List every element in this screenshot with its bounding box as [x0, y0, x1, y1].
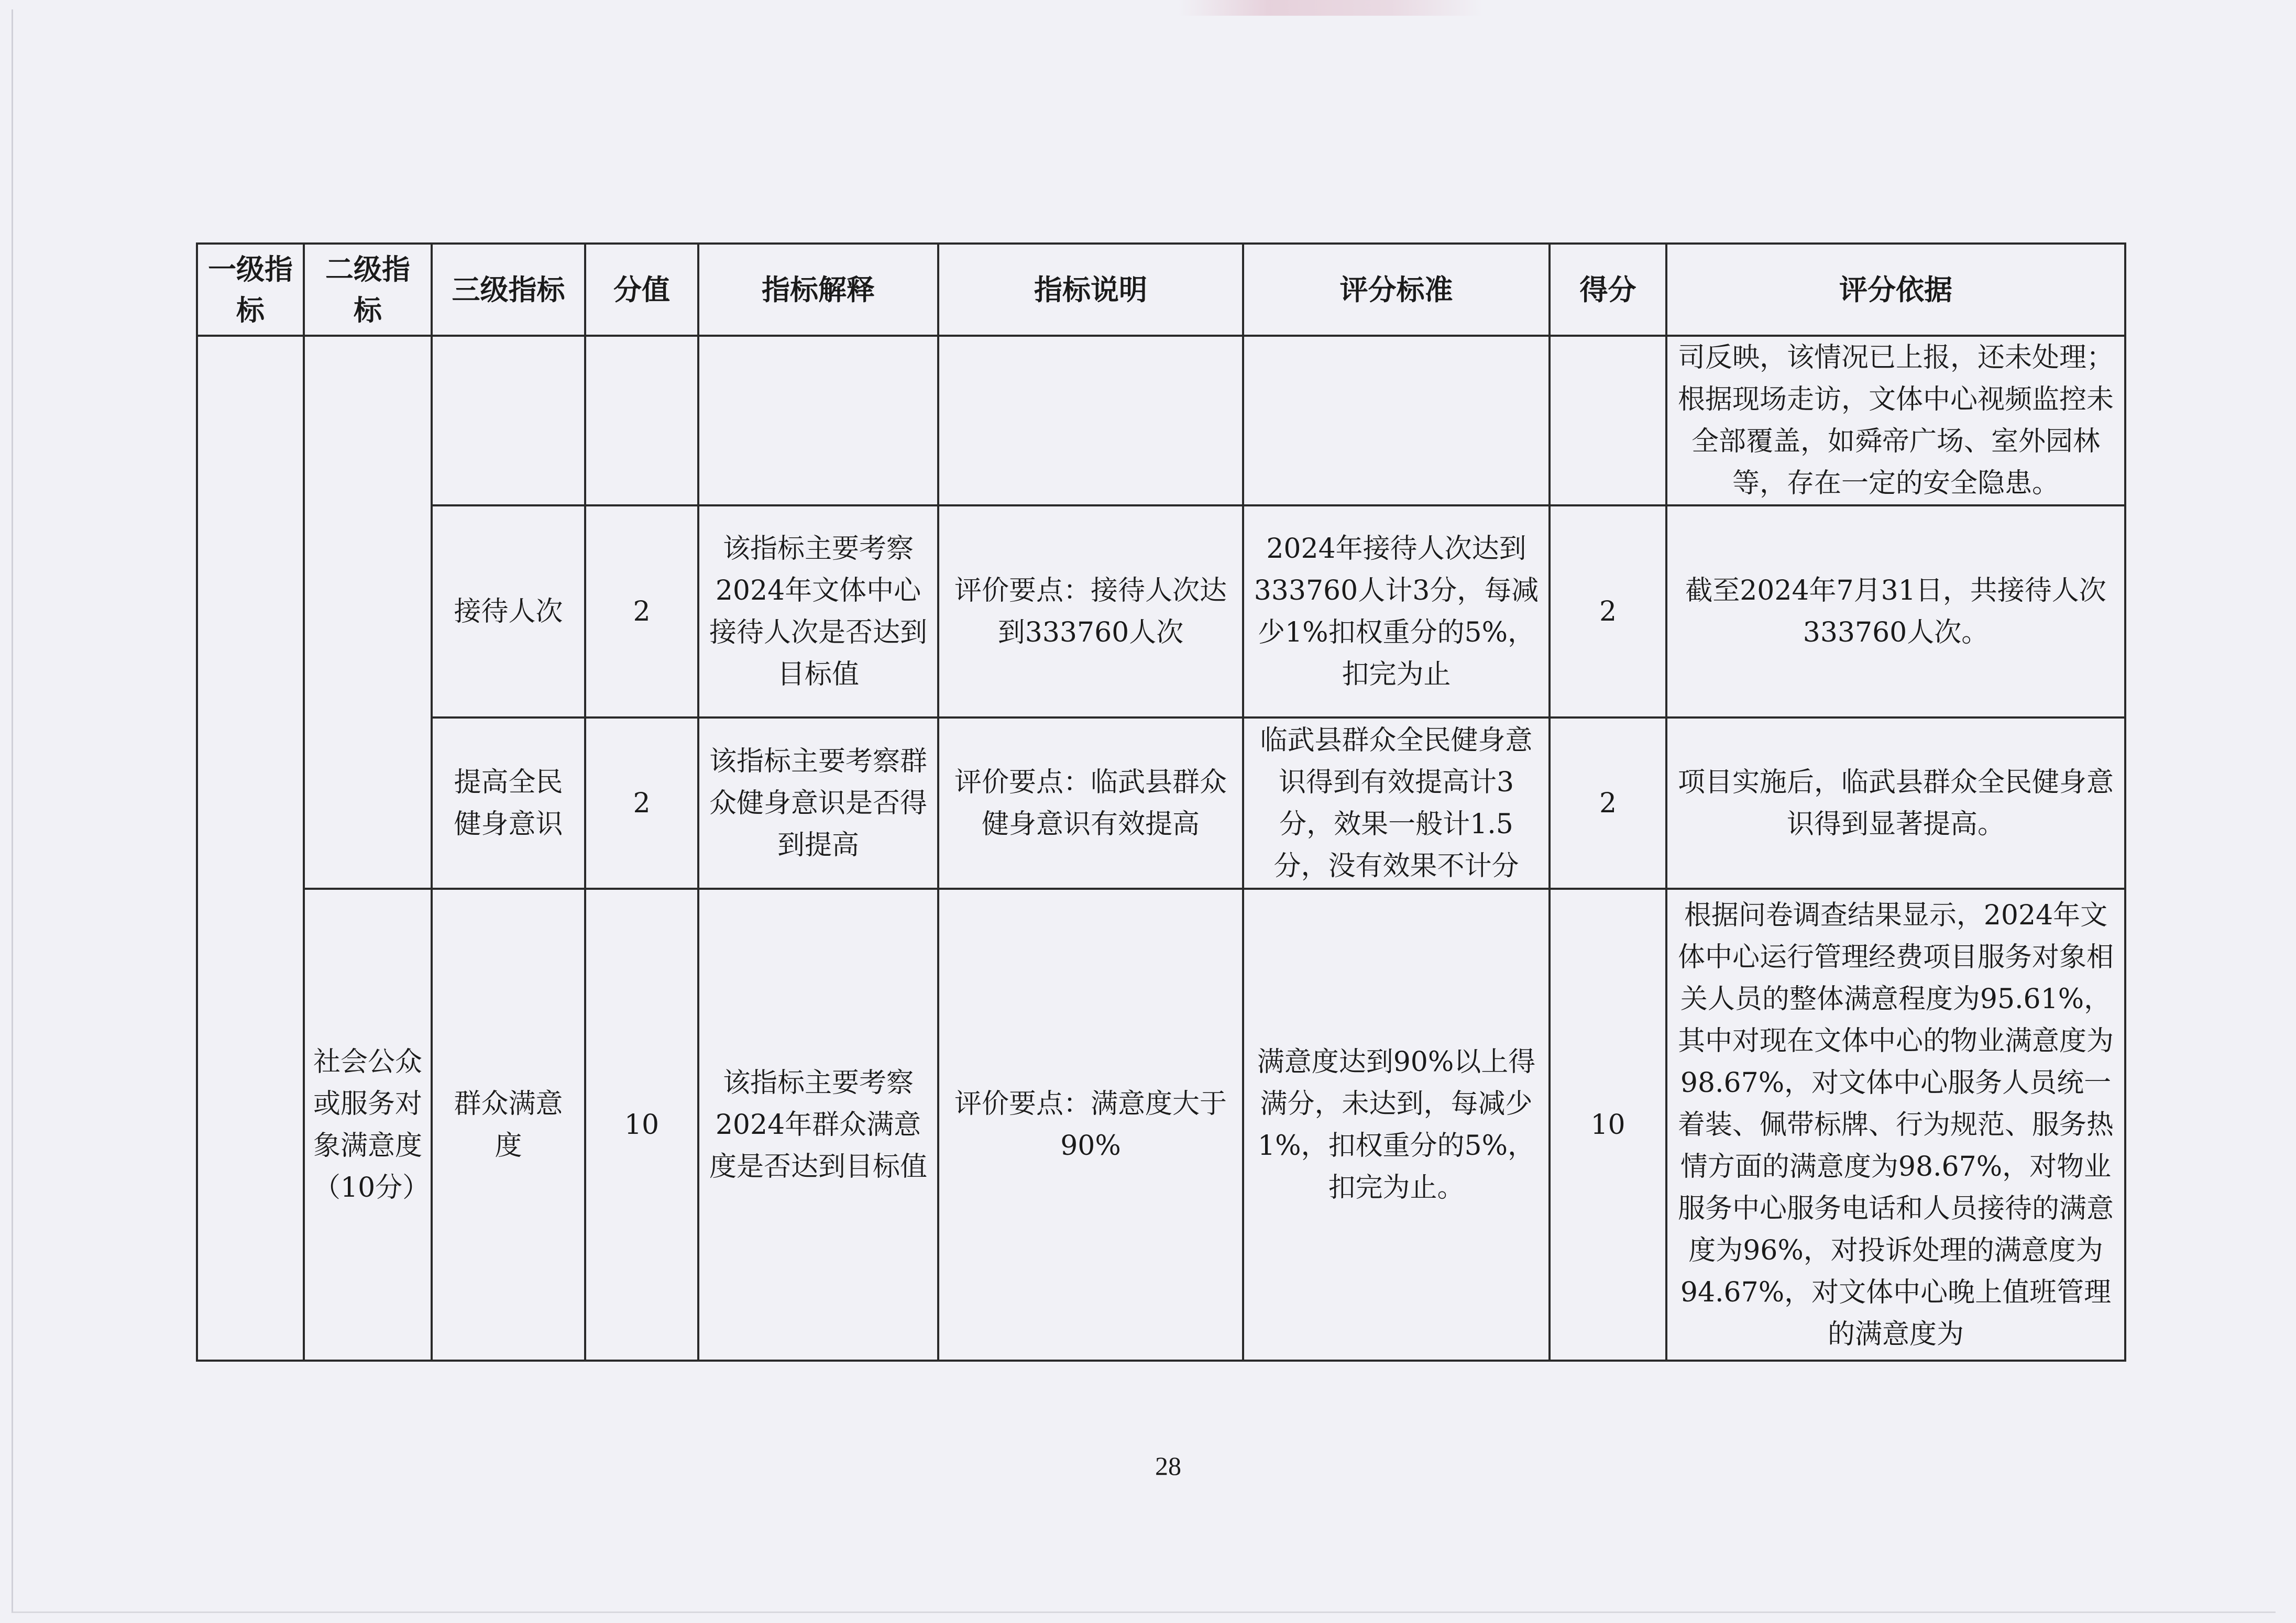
header-level2: 二级指标	[304, 244, 432, 336]
score-cell: 10	[1550, 889, 1666, 1361]
level1-cell	[197, 336, 304, 1361]
score-value-cell: 2	[585, 717, 698, 889]
score-value-cell: 2	[585, 505, 698, 717]
description-cell: 评价要点：接待人次达到333760人次	[938, 505, 1243, 717]
interpretation-cell: 该指标主要考察2024年文体中心接待人次是否达到目标值	[698, 505, 938, 717]
description-cell: 评价要点：满意度大于90%	[938, 889, 1243, 1361]
header-description: 指标说明	[938, 244, 1243, 336]
level3-cell: 群众满意度	[432, 889, 585, 1361]
score-value-cell: 10	[585, 889, 698, 1361]
table-header-row	[197, 244, 2125, 336]
level3-cell: 提高全民健身意识	[432, 717, 585, 889]
basis-cell: 根据问卷调查结果显示，2024年文体中心运行管理经费项目服务对象相关人员的整体满意程度为95.61%，其中对现在文体中心的物业满意度为98.67%，对文体中心服务人员统一着装、佩带标牌、行为规范、服务热情方面的满意度为98.67%，对物业服务中心服务电话和人员接待的满意度为96%，对投诉处理的满意度为94.67%，对文体中心晚上值班管理的满意度为	[1666, 889, 2125, 1361]
description-cell	[938, 336, 1243, 505]
basis-cell: 司反映，该情况已上报，还未处理；根据现场走访，文体中心视频监控未全部覆盖，如舜帝广场、室外园林等，存在一定的安全隐患。	[1666, 336, 2125, 505]
level3-cell	[432, 336, 585, 505]
standard-cell	[1243, 336, 1550, 505]
table-row	[197, 717, 2125, 889]
score-cell	[1550, 336, 1666, 505]
standard-cell: 满意度达到90%以上得满分，未达到，每减少1%，扣权重分的5%，扣完为止。	[1243, 889, 1550, 1361]
header-standard: 评分标准	[1243, 244, 1550, 336]
stamp-bleed-mark	[1179, 0, 1482, 16]
score-cell: 2	[1550, 505, 1666, 717]
header-score-value: 分值	[585, 244, 698, 336]
score-cell: 2	[1550, 717, 1666, 889]
table-row	[197, 336, 2125, 505]
basis-cell: 截至2024年7月31日，共接待人次333760人次。	[1666, 505, 2125, 717]
score-value-cell	[585, 336, 698, 505]
header-interpretation: 指标解释	[698, 244, 938, 336]
performance-indicator-table	[196, 242, 2126, 1362]
interpretation-cell	[698, 336, 938, 505]
interpretation-cell: 该指标主要考察群众健身意识是否得到提高	[698, 717, 938, 889]
basis-cell: 项目实施后，临武县群众全民健身意识得到显著提高。	[1666, 717, 2125, 889]
standard-cell: 2024年接待人次达到333760人计3分，每减少1%扣权重分的5%，扣完为止	[1243, 505, 1550, 717]
header-basis: 评分依据	[1666, 244, 2125, 336]
level2-cell	[304, 336, 432, 889]
level3-cell: 接待人次	[432, 505, 585, 717]
header-level3: 三级指标	[432, 244, 585, 336]
interpretation-cell: 该指标主要考察2024年群众满意度是否达到目标值	[698, 889, 938, 1361]
header-score: 得分	[1550, 244, 1666, 336]
header-level1: 一级指标	[197, 244, 304, 336]
description-cell: 评价要点：临武县群众健身意识有效提高	[938, 717, 1243, 889]
standard-cell: 临武县群众全民健身意识得到有效提高计3分，效果一般计1.5分，没有效果不计分	[1243, 717, 1550, 889]
indicator-table-container	[196, 242, 2124, 1357]
page-number: 28	[1155, 1451, 1181, 1481]
level2-cell: 社会公众或服务对象满意度（10分）	[304, 889, 432, 1361]
table-row	[197, 889, 2125, 1361]
table-row	[197, 505, 2125, 717]
